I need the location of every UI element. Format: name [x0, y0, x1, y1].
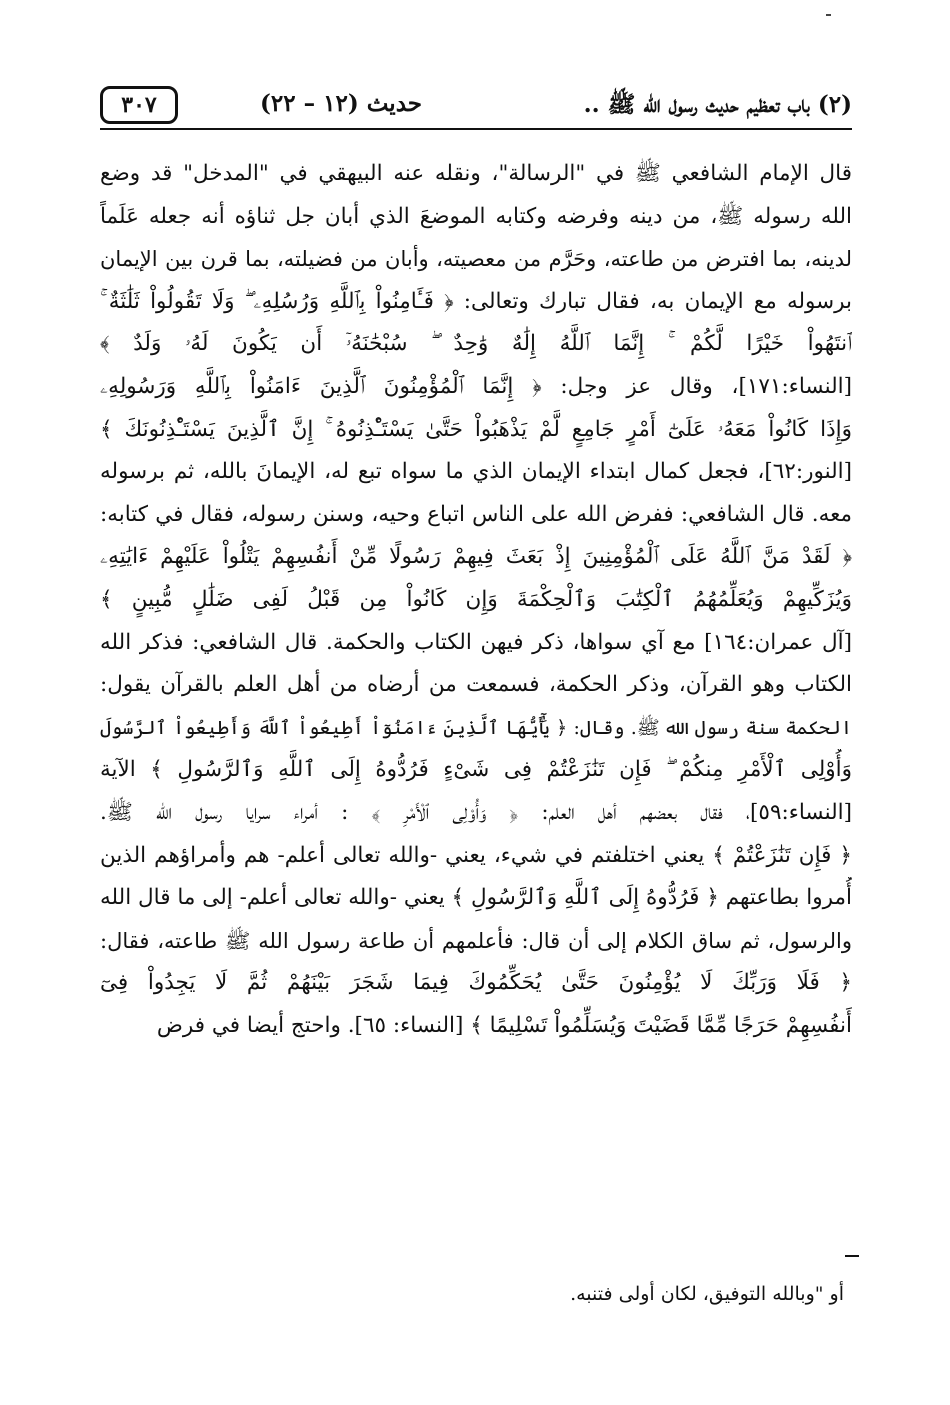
running-title: (٢) باب تعظيم حديث رسول الله ﷺ ..: [583, 91, 852, 118]
text-line: ﴿ لَقَدْ مَنَّ ٱللَّهُ عَلَى ٱلْمُؤْمِنِينَ إِذْ بَعَثَ فِيهِمْ رَسُولًا مِّنْ أَنفُسِهِمْ يَتْلُواْ عَلَيْهِمْ ءَايَٰتِهِۦ: [100, 544, 852, 570]
scan-mark: [826, 14, 831, 16]
text-line: [آل عمران:١٦٤] مع آي سواها، ذكر فيهن الكتاب والحكمة. قال الشافعي: فذكر الله: [100, 629, 852, 655]
text-line: وَإِذَا كَانُواْ مَعَهُۥ عَلَىٰٓ أَمْرٍ جَامِعٍ لَّمْ يَذْهَبُواْ حَتَّىٰ يَسْتَـْٔذِنُوهُ ۚ إِنَّ ٱلَّذِينَ يَسْتَـْٔذِنُونَكَ ﴾: [100, 416, 852, 442]
header-divider: [100, 128, 852, 130]
text-line: ٱنتَهُواْ خَيْرًا لَّكُمْ ۚ إِنَّمَا ٱللَّهُ إِلَٰهٌ وَٰحِدٌ ۖ سُبْحَٰنَهُۥٓ أَن يَكُونَ لَهُۥ وَلَدٌ ﴾: [100, 331, 852, 357]
text-line: لدينه، بما افترض من طاعته، وحَرَّم من معصيته، وأبان من فضيلته، بما قرن بين الإيمان: [100, 247, 852, 272]
text-line: برسوله مع الإيمان به، فقال تبارك وتعالى: ﴿ فَـَٔامِنُواْ بِٱللَّهِ وَرُسُلِهِۦ ۖ وَلَا تَقُولُواْ ثَلَٰثَةٌ ۚ: [100, 288, 852, 314]
text-line: [النساء:٥٩]، فقال بعضهم أهل العلم: ﴿ وَأُوْلِى ٱلْأَمْرِ ﴾ : أمراء سرايا رسول الله ﷺ.: [100, 799, 852, 825]
text-line: قال الإمام الشافعي ﷺ في "الرسالة"، ونقله عنه البيهقي في "المدخل" قد وضع: [100, 161, 852, 186]
text-line: الكتاب وهو القرآن، وذكر الحكمة، فسمعت من أرضاه من أهل العلم بالقرآن يقول:: [100, 672, 852, 698]
text-line: الحكمة سنة رسول الله ﷺ. وقال: ﴿ يَٰٓأَيُّهَا ٱلَّذِينَ ءَامَنُوٓاْ أَطِيعُواْ ٱللَّهَ وَأَطِيعُواْ ٱلرَّسُولَ: [100, 716, 852, 739]
main-text: [100, 153, 852, 1047]
text-line: وَيُزَكِّيهِمْ وَيُعَلِّمُهُمُ ٱلْكِتَٰبَ وَٱلْحِكْمَةَ وَإِن كَانُواْ مِن قَبْلُ لَفِى ضَلَٰلٍ مُّبِينٍ ﴾: [100, 586, 852, 612]
text-line: أُمروا بطاعتهم ﴿ فَرُدُّوهُ إِلَى ٱللَّهِ وَٱلرَّسُولِ ﴾ يعني -والله تعالى أعلم- إلى ما قال الله: [100, 885, 852, 911]
footnote-text: أو "وبالله التوفيق، لكان أولى فتنبه.: [570, 1283, 844, 1305]
text-line: الله رسوله ﷺ، من دينه وفرضه وكتابه الموضعَ الذي أبان جل ثناؤه أنه جعله عَلَماً: [100, 203, 852, 229]
page-header: [100, 84, 852, 124]
text-line: ﴿ فَإِن تَنَٰزَعْتُمْ ﴾ يعني اختلفتم في شيء، يعني -والله تعالى أعلم- هم وأمراؤهم الذين: [100, 842, 852, 868]
footnote-separator: [845, 1255, 859, 1257]
text-line: والرسول، ثم ساق الكلام إلى أن قال: فأعلمهم أن طاعة رسول الله ﷺ طاعته، فقال:: [100, 928, 852, 953]
hadith-range: حديث (١٢ – ٢٢): [259, 90, 422, 117]
text-line: [النساء:١٧١]، وقال عز وجل: ﴿ إِنَّمَا ٱلْمُؤْمِنُونَ ٱلَّذِينَ ءَامَنُواْ بِٱللَّهِ وَرَسُولِهِۦ: [100, 373, 852, 399]
text-line: أَنفُسِهِمْ حَرَجًا مِّمَّا قَضَيْتَ وَيُسَلِّمُواْ تَسْلِيمًا ﴾ [النساء: ٦٥]. واحتج أيضا في فرض: [156, 1012, 852, 1038]
text-line: معه. قال الشافعي: ففرض الله على الناس اتباع وحيه، وسنن رسوله، فقال في كتابه:: [100, 501, 852, 527]
page-number: ٣٠٧: [100, 86, 178, 124]
text-line: وَأُوْلِى ٱلْأَمْرِ مِنكُمْ ۖ فَإِن تَنَٰزَعْتُمْ فِى شَىْءٍ فَرُدُّوهُ إِلَى ٱللَّهِ وَٱلرَّسُولِ ﴾ الآية: [100, 757, 852, 783]
text-line: ﴿ فَلَا وَرَبِّكَ لَا يُؤْمِنُونَ حَتَّىٰ يُحَكِّمُوكَ فِيمَا شَجَرَ بَيْنَهُمْ ثُمَّ لَا يَجِدُواْ فِىٓ: [100, 970, 852, 996]
text-line: [النور:٦٢]، فجعل كمال ابتداء الإيمان الذي ما سواه تبع له، الإيمانَ بالله، ثم برسوله: [100, 459, 852, 485]
